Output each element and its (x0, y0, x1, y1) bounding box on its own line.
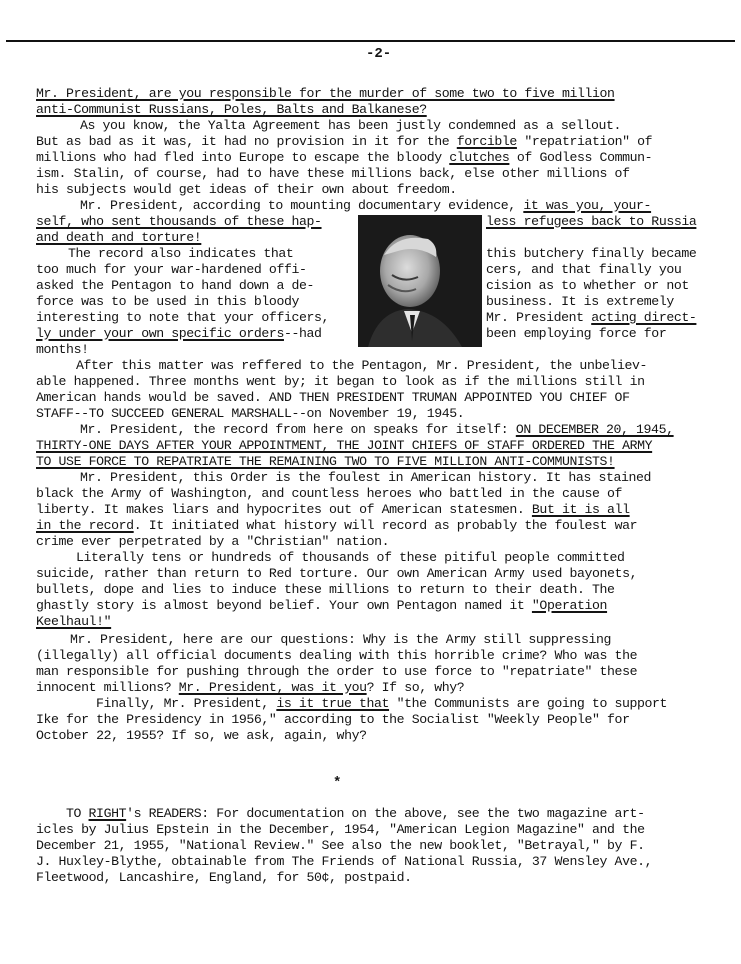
text-line: force was to be used in this bloody (36, 294, 299, 309)
text-line: STAFF--TO SUCCEED GENERAL MARSHALL--on November 19, 1945. (36, 406, 465, 421)
text-line: Finally, Mr. President, is it true that "the Communists are going to support (96, 696, 668, 711)
text-line: his subjects would get ideas of their own about freedom. (36, 182, 457, 197)
text-line: self, who sent thousands of these hap- (36, 214, 322, 229)
text-line: TO RIGHT's READERS: For documentation on the above, see the two magazine art- (66, 806, 645, 821)
text-line: ism. Stalin, of course, had to have these millions back, else other millions of (36, 166, 630, 181)
text-line: Fleetwood, Lancashire, England, for 50¢, postpaid. (36, 870, 412, 885)
text-line: Ike for the Presidency in 1956," according to the Socialist "Weekly People" for (36, 712, 630, 727)
underlined-phrase: Mr. President, was it you (178, 680, 367, 695)
text-line: Mr. President, this Order is the foulest in American history. It has stained (80, 470, 652, 485)
underlined-phrase: in the record (36, 518, 134, 533)
underlined-phrase: ly under your own specific orders (36, 326, 284, 341)
text-line: man responsible for pushing through the order to use force to "repatriate" these (36, 664, 638, 679)
underlined-phrase: "Operation (531, 598, 608, 613)
text-line: cision as to whether or not (486, 278, 689, 293)
portrait-image (358, 215, 482, 347)
text-line: able happened. Three months went by; it began to look as if the millions still in (36, 374, 645, 389)
text-line: Mr. President, here are our questions: Why is the Army still suppressing (70, 632, 611, 647)
text-line: As you know, the Yalta Agreement has been justly condemned as a sellout. (80, 118, 621, 133)
page-number: -2- (366, 46, 392, 62)
text-line: in the record. It initiated what history will record as probably the foulest war (36, 518, 638, 533)
text-line: ly under your own specific orders--had (36, 326, 322, 341)
text-line: crime ever perpetrated by a "Christian" nation. (36, 534, 390, 549)
text-line: October 22, 1955? If so, we ask, again, why? (36, 728, 367, 743)
text-line: and death and torture! (36, 230, 202, 245)
underlined-phrase: But it is all (531, 502, 630, 517)
text-line: Mr. President, are you responsible for the murder of some two to five million (36, 86, 615, 101)
text-line: bullets, dope and lies to induce these millions to return to their death. The (36, 582, 615, 597)
text-line: been employing force for (486, 326, 667, 341)
text-line: The record also indicates that (68, 246, 294, 261)
text-line: business. It is extremely (486, 294, 674, 309)
underlined-phrase: forcible (456, 134, 517, 149)
underlined-phrase: is it true that (276, 696, 390, 711)
text-line: Keelhaul!" (36, 614, 112, 629)
text-line: (illegally) all official documents dealing with this horrible crime? Who was the (36, 648, 638, 663)
text-line: TO USE FORCE TO REPATRIATE THE REMAINING TWO TO FIVE MILLION ANTI-COMMUNISTS! (36, 454, 615, 469)
text-line: liberty. It makes liars and hypocrites out of American statesmen. But it is all (36, 502, 630, 517)
underlined-phrase: it was you, your- (523, 198, 652, 213)
text-line: anti-Communist Russians, Poles, Balts and Balkanese? (36, 102, 427, 117)
text-line: ghastly story is almost beyond belief. Your own Pentagon named it "Operation (36, 598, 608, 613)
text-line: THIRTY-ONE DAYS AFTER YOUR APPOINTMENT, THE JOINT CHIEFS OF STAFF ORDERED THE ARMY (36, 438, 653, 453)
text-line: black the Army of Washington, and countless heroes who battled in the cause of (36, 486, 623, 501)
text-line: But as bad as it was, it had no provision in it for the forcible "repatriation" of (36, 134, 653, 149)
text-line: After this matter was reffered to the Pentagon, Mr. President, the unbeliev- (76, 358, 648, 373)
text-line: innocent millions? Mr. President, was it you? If so, why? (36, 680, 465, 695)
text-line: Mr. President acting direct- (486, 310, 697, 325)
header-rule (6, 40, 735, 42)
text-line: cers, and that finally you (486, 262, 682, 277)
portrait-photo (358, 215, 482, 347)
text-line: Literally tens or hundreds of thousands of these pitiful people committed (76, 550, 625, 565)
text-line: asked the Pentagon to hand down a de- (36, 278, 315, 293)
text-line: millions who had fled into Europe to escape the bloody clutches of Godless Commun- (36, 150, 653, 165)
text-line: months! (36, 342, 89, 357)
text-line: too much for your war-hardened offi- (36, 262, 307, 277)
text-line: December 21, 1955, "National Review." See also the new booklet, "Betrayal," by F. (36, 838, 645, 853)
text-line: Mr. President, according to mounting documentary evidence, it was you, your- (80, 198, 652, 213)
text-line: less refugees back to Russia (486, 214, 697, 229)
text-line: suicide, rather than return to Red torture. Our own American Army used bayonets, (36, 566, 638, 581)
underlined-phrase: RIGHT (88, 806, 127, 821)
underlined-phrase: ON DECEMBER 20, 1945, (515, 422, 674, 437)
text-line: interesting to note that your officers, (36, 310, 330, 325)
underlined-phrase: clutches (449, 150, 510, 165)
text-line: Mr. President, the record from here on speaks for itself: ON DECEMBER 20, 1945, (80, 422, 674, 437)
text-line: American hands would be saved. AND THEN PRESIDENT TRUMAN APPOINTED YOU CHIEF OF (36, 390, 630, 405)
section-separator: * (333, 775, 342, 791)
underlined-phrase: acting direct- (591, 310, 697, 325)
text-line: icles by Julius Epstein in the December, 1954, "American Legion Magazine" and the (36, 822, 645, 837)
text-line: this butchery finally became (486, 246, 697, 261)
text-line: J. Huxley-Blythe, obtainable from The Friends of National Russia, 37 Wensley Ave., (36, 854, 653, 869)
